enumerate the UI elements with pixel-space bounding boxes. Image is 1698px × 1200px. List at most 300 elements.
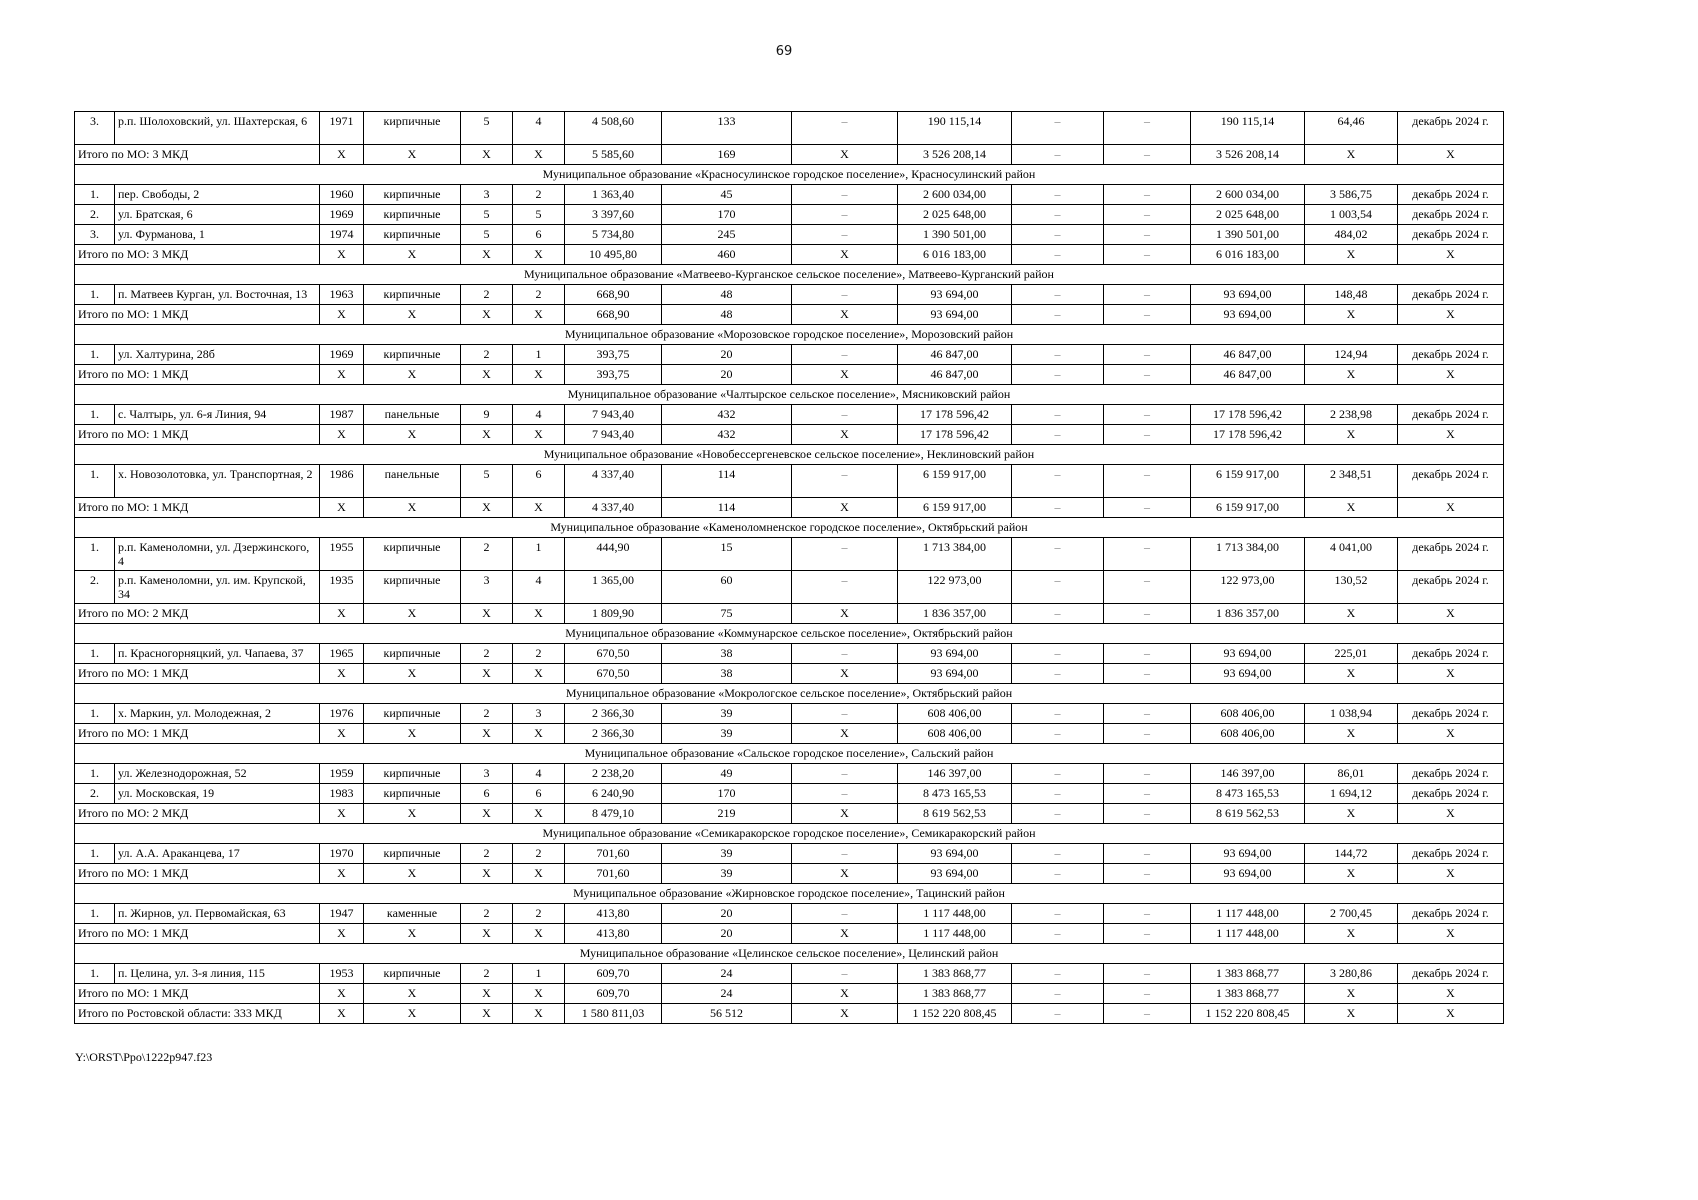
row-number: 1. xyxy=(75,285,115,305)
table-cell: 2 025 648,00 xyxy=(898,205,1012,225)
table-cell: декабрь 2024 г. xyxy=(1398,784,1504,804)
file-path: Y:\ORST\Ppo\1222p947.f23 xyxy=(75,1050,213,1064)
table-cell: X xyxy=(513,864,565,884)
table-cell: декабрь 2024 г. xyxy=(1398,904,1504,924)
municipality-title: Муниципальное образование «Морозовское городское поселение», Морозовский район xyxy=(75,325,1504,345)
table-cell: 2 xyxy=(461,538,513,571)
table-cell: 6 240,90 xyxy=(565,784,662,804)
table-cell: 8 619 562,53 xyxy=(1191,804,1305,824)
table-cell: 5 xyxy=(513,205,565,225)
municipality-title: Муниципальное образование «Мокрологское сельское поселение», Октябрьский район xyxy=(75,684,1504,704)
table-cell: X xyxy=(792,145,898,165)
row-number: 1. xyxy=(75,764,115,784)
table-cell: 1 xyxy=(513,345,565,365)
housing-register-table xyxy=(74,111,1504,1024)
table-cell: 2 366,30 xyxy=(565,704,662,724)
address-cell: ул. Московская, 19 xyxy=(115,784,320,804)
table-cell: – xyxy=(1012,804,1104,824)
table-cell: X xyxy=(320,365,364,385)
table-cell: X xyxy=(1305,425,1398,445)
table-cell: 1986 xyxy=(320,465,364,498)
total-row xyxy=(75,365,1504,385)
table-cell: 2 xyxy=(461,844,513,864)
table-cell: X xyxy=(461,498,513,518)
table-cell: X xyxy=(320,984,364,1004)
table-cell: 5 xyxy=(461,225,513,245)
table-cell: 670,50 xyxy=(565,664,662,684)
section-header-row xyxy=(75,684,1504,704)
table-cell: X xyxy=(513,724,565,744)
table-cell: 6 xyxy=(461,784,513,804)
table-cell: – xyxy=(1012,924,1104,944)
table-cell: – xyxy=(1104,844,1191,864)
table-cell: X xyxy=(1305,864,1398,884)
table-cell: X xyxy=(1398,864,1504,884)
table-cell: 1 117 448,00 xyxy=(898,924,1012,944)
table-cell: 39 xyxy=(662,844,792,864)
table-cell: – xyxy=(1012,245,1104,265)
table-cell: 4 xyxy=(513,764,565,784)
municipality-title: Муниципальное образование «Семикаракорское городское поселение», Семикаракорский район xyxy=(75,824,1504,844)
table-cell: 608 406,00 xyxy=(1191,724,1305,744)
table-cell: – xyxy=(1012,844,1104,864)
table-cell: – xyxy=(1104,365,1191,385)
table-cell: – xyxy=(792,345,898,365)
table-cell: X xyxy=(1398,305,1504,325)
row-number: 1. xyxy=(75,345,115,365)
table-cell: X xyxy=(1398,804,1504,824)
table-cell: 1969 xyxy=(320,205,364,225)
table-cell: 608 406,00 xyxy=(898,724,1012,744)
total-row xyxy=(75,498,1504,518)
table-cell: 6 xyxy=(513,465,565,498)
table-cell: 124,94 xyxy=(1305,345,1398,365)
table-cell: 190 115,14 xyxy=(898,112,1012,145)
table-cell: 1983 xyxy=(320,784,364,804)
section-header-row xyxy=(75,385,1504,405)
total-label: Итого по МО: 3 МКД xyxy=(75,145,320,165)
table-cell: 48 xyxy=(662,285,792,305)
table-cell: декабрь 2024 г. xyxy=(1398,571,1504,604)
page-number: 69 xyxy=(775,44,793,59)
table-row xyxy=(75,205,1504,225)
table-cell: кирпичные xyxy=(364,644,461,664)
table-cell: кирпичные xyxy=(364,538,461,571)
table-cell: – xyxy=(1104,664,1191,684)
table-cell: X xyxy=(1398,425,1504,445)
table-cell: 38 xyxy=(662,664,792,684)
table-cell: X xyxy=(1398,1004,1504,1024)
table-cell: X xyxy=(792,864,898,884)
table-cell: 5 585,60 xyxy=(565,145,662,165)
table-cell: 93 694,00 xyxy=(1191,844,1305,864)
address-cell: п. Красногорняцкий, ул. Чапаева, 37 xyxy=(115,644,320,664)
table-cell: 48 xyxy=(662,305,792,325)
table-cell: декабрь 2024 г. xyxy=(1398,285,1504,305)
table-cell: X xyxy=(320,1004,364,1024)
total-row xyxy=(75,984,1504,1004)
table-cell: – xyxy=(1012,664,1104,684)
table-cell: X xyxy=(364,724,461,744)
table-cell: 46 847,00 xyxy=(1191,365,1305,385)
table-cell: 4 337,40 xyxy=(565,498,662,518)
table-cell: 15 xyxy=(662,538,792,571)
total-label: Итого по МО: 1 МКД xyxy=(75,365,320,385)
table-cell: X xyxy=(364,924,461,944)
table-cell: 5 xyxy=(461,205,513,225)
table-cell: – xyxy=(1012,498,1104,518)
table-cell: X xyxy=(513,984,565,1004)
table-cell: X xyxy=(461,604,513,624)
table-row xyxy=(75,285,1504,305)
table-cell: кирпичные xyxy=(364,844,461,864)
row-number: 3. xyxy=(75,225,115,245)
table-cell: 5 xyxy=(461,112,513,145)
table-cell: – xyxy=(1012,285,1104,305)
table-cell: – xyxy=(1104,185,1191,205)
table-cell: – xyxy=(1104,704,1191,724)
table-cell: 17 178 596,42 xyxy=(898,425,1012,445)
table-cell: 2 xyxy=(513,904,565,924)
table-cell: 432 xyxy=(662,405,792,425)
table-cell: – xyxy=(1104,305,1191,325)
table-cell: 4 xyxy=(513,112,565,145)
table-cell: 1 152 220 808,45 xyxy=(898,1004,1012,1024)
table-cell: декабрь 2024 г. xyxy=(1398,185,1504,205)
table-cell: декабрь 2024 г. xyxy=(1398,644,1504,664)
table-cell: 46 847,00 xyxy=(898,345,1012,365)
table-cell: X xyxy=(1398,924,1504,944)
table-row xyxy=(75,764,1504,784)
address-cell: ул. А.А. Араканцева, 17 xyxy=(115,844,320,864)
table-cell: – xyxy=(1012,225,1104,245)
table-cell: – xyxy=(1104,145,1191,165)
table-cell: X xyxy=(1398,984,1504,1004)
table-cell: – xyxy=(792,205,898,225)
row-number: 3. xyxy=(75,112,115,145)
table-cell: 1 038,94 xyxy=(1305,704,1398,724)
table-cell: – xyxy=(1012,724,1104,744)
section-header-row xyxy=(75,518,1504,538)
total-row xyxy=(75,604,1504,624)
table-cell: 1965 xyxy=(320,644,364,664)
table-cell: 130,52 xyxy=(1305,571,1398,604)
table-cell: – xyxy=(1012,365,1104,385)
table-cell: X xyxy=(513,664,565,684)
total-label: Итого по Ростовской области: 333 МКД xyxy=(75,1004,320,1024)
table-cell: 122 973,00 xyxy=(898,571,1012,604)
table-cell: 608 406,00 xyxy=(1191,704,1305,724)
table-cell: 5 734,80 xyxy=(565,225,662,245)
table-cell: кирпичные xyxy=(364,964,461,984)
table-cell: 3 xyxy=(461,571,513,604)
table-cell: X xyxy=(461,664,513,684)
table-cell: 1963 xyxy=(320,285,364,305)
table-cell: – xyxy=(792,285,898,305)
table-row xyxy=(75,405,1504,425)
table-cell: X xyxy=(320,145,364,165)
table-cell: – xyxy=(1012,112,1104,145)
table-cell: 93 694,00 xyxy=(898,864,1012,884)
table-cell: X xyxy=(513,305,565,325)
table-cell: – xyxy=(792,112,898,145)
table-cell: панельные xyxy=(364,405,461,425)
table-cell: 144,72 xyxy=(1305,844,1398,864)
table-cell: 146 397,00 xyxy=(1191,764,1305,784)
table-cell: X xyxy=(461,145,513,165)
table-cell: 1 836 357,00 xyxy=(1191,604,1305,624)
total-label: Итого по МО: 1 МКД xyxy=(75,425,320,445)
table-cell: 1 836 357,00 xyxy=(898,604,1012,624)
table-cell: 20 xyxy=(662,924,792,944)
table-cell: 432 xyxy=(662,425,792,445)
table-cell: 668,90 xyxy=(565,305,662,325)
table-cell: 7 943,40 xyxy=(565,405,662,425)
table-cell: – xyxy=(1012,405,1104,425)
table-cell: 93 694,00 xyxy=(898,644,1012,664)
table-cell: X xyxy=(792,724,898,744)
table-cell: – xyxy=(1012,538,1104,571)
table-cell: – xyxy=(1104,245,1191,265)
table-cell: 24 xyxy=(662,984,792,1004)
table-cell: кирпичные xyxy=(364,764,461,784)
table-cell: 1 365,00 xyxy=(565,571,662,604)
address-cell: ул. Железнодорожная, 52 xyxy=(115,764,320,784)
table-cell: 1 713 384,00 xyxy=(898,538,1012,571)
table-cell: 1 383 868,77 xyxy=(898,984,1012,1004)
table-cell: 4 041,00 xyxy=(1305,538,1398,571)
table-cell: X xyxy=(1398,724,1504,744)
table-cell: 75 xyxy=(662,604,792,624)
table-cell: – xyxy=(1104,764,1191,784)
table-cell: декабрь 2024 г. xyxy=(1398,405,1504,425)
table-cell: 1987 xyxy=(320,405,364,425)
section-header-row xyxy=(75,944,1504,964)
table-cell: 1 383 868,77 xyxy=(1191,964,1305,984)
table-cell: X xyxy=(461,804,513,824)
table-cell: 219 xyxy=(662,804,792,824)
table-cell: 93 694,00 xyxy=(1191,664,1305,684)
table-cell: – xyxy=(1104,425,1191,445)
address-cell: п. Матвеев Курган, ул. Восточная, 13 xyxy=(115,285,320,305)
table-cell: 2 xyxy=(461,904,513,924)
table-cell: 24 xyxy=(662,964,792,984)
table-cell: 93 694,00 xyxy=(898,664,1012,684)
table-cell: – xyxy=(1012,1004,1104,1024)
table-cell: X xyxy=(461,365,513,385)
municipality-title: Муниципальное образование «Жирновское городское поселение», Тацинский район xyxy=(75,884,1504,904)
row-number: 1. xyxy=(75,704,115,724)
table-row xyxy=(75,964,1504,984)
table-cell: 2 700,45 xyxy=(1305,904,1398,924)
table-row xyxy=(75,784,1504,804)
table-cell: X xyxy=(320,804,364,824)
table-cell: X xyxy=(1398,245,1504,265)
table-cell: X xyxy=(364,425,461,445)
total-label: Итого по МО: 2 МКД xyxy=(75,604,320,624)
address-cell: р.п. Шолоховский, ул. Шахтерская, 6 xyxy=(115,112,320,145)
section-header-row xyxy=(75,165,1504,185)
table-cell: – xyxy=(1104,984,1191,1004)
table-cell: 45 xyxy=(662,185,792,205)
table-cell: X xyxy=(364,498,461,518)
address-cell: х. Маркин, ул. Молодежная, 2 xyxy=(115,704,320,724)
total-row xyxy=(75,425,1504,445)
table-cell: 1 390 501,00 xyxy=(898,225,1012,245)
table-cell: – xyxy=(1012,571,1104,604)
table-cell: 1 694,12 xyxy=(1305,784,1398,804)
table-cell: 1976 xyxy=(320,704,364,724)
table-cell: декабрь 2024 г. xyxy=(1398,345,1504,365)
table-cell: 20 xyxy=(662,365,792,385)
table-cell: 1969 xyxy=(320,345,364,365)
table-cell: X xyxy=(461,984,513,1004)
table-cell: – xyxy=(1012,425,1104,445)
table-cell: 670,50 xyxy=(565,644,662,664)
table-body xyxy=(75,112,1504,1024)
table-cell: X xyxy=(513,924,565,944)
table-cell: кирпичные xyxy=(364,285,461,305)
table-cell: X xyxy=(513,425,565,445)
table-cell: X xyxy=(1305,145,1398,165)
table-cell: 225,01 xyxy=(1305,644,1398,664)
table-cell: – xyxy=(1012,964,1104,984)
address-cell: с. Чалтырь, ул. 6-я Линия, 94 xyxy=(115,405,320,425)
table-cell: X xyxy=(1305,984,1398,1004)
table-cell: декабрь 2024 г. xyxy=(1398,704,1504,724)
table-cell: – xyxy=(1012,904,1104,924)
table-cell: 1970 xyxy=(320,844,364,864)
table-cell: кирпичные xyxy=(364,345,461,365)
table-row xyxy=(75,904,1504,924)
total-row xyxy=(75,804,1504,824)
municipality-title: Муниципальное образование «Каменоломненское городское поселение», Октябрьский район xyxy=(75,518,1504,538)
table-cell: 20 xyxy=(662,904,792,924)
table-cell: – xyxy=(1104,804,1191,824)
table-cell: X xyxy=(513,365,565,385)
table-cell: 1959 xyxy=(320,764,364,784)
table-cell: кирпичные xyxy=(364,205,461,225)
table-cell: 2 238,20 xyxy=(565,764,662,784)
table-cell: 170 xyxy=(662,205,792,225)
table-cell: декабрь 2024 г. xyxy=(1398,225,1504,245)
table-cell: X xyxy=(320,664,364,684)
table-row xyxy=(75,225,1504,245)
table-cell: 1 xyxy=(513,964,565,984)
table-cell: – xyxy=(1012,764,1104,784)
table-cell: 39 xyxy=(662,864,792,884)
address-cell: ул. Фурманова, 1 xyxy=(115,225,320,245)
table-cell: X xyxy=(364,604,461,624)
total-label: Итого по МО: 1 МКД xyxy=(75,305,320,325)
table-cell: 6 159 917,00 xyxy=(1191,498,1305,518)
table-cell: 1971 xyxy=(320,112,364,145)
table-cell: 2 366,30 xyxy=(565,724,662,744)
table-cell: декабрь 2024 г. xyxy=(1398,465,1504,498)
table-cell: 46 847,00 xyxy=(898,365,1012,385)
table-row xyxy=(75,185,1504,205)
table-cell: 93 694,00 xyxy=(1191,644,1305,664)
table-cell: 39 xyxy=(662,724,792,744)
table-cell: – xyxy=(1104,285,1191,305)
table-cell: X xyxy=(320,305,364,325)
municipality-title: Муниципальное образование «Целинское сельское поселение», Целинский район xyxy=(75,944,1504,964)
table-cell: – xyxy=(1104,644,1191,664)
table-cell: X xyxy=(364,1004,461,1024)
table-cell: – xyxy=(792,704,898,724)
table-cell: 9 xyxy=(461,405,513,425)
address-cell: пер. Свободы, 2 xyxy=(115,185,320,205)
table-cell: 17 178 596,42 xyxy=(1191,405,1305,425)
table-cell: декабрь 2024 г. xyxy=(1398,112,1504,145)
table-cell: – xyxy=(1104,604,1191,624)
table-cell: 2 xyxy=(513,285,565,305)
table-cell: 133 xyxy=(662,112,792,145)
table-cell: – xyxy=(792,644,898,664)
table-cell: – xyxy=(792,964,898,984)
table-row xyxy=(75,644,1504,664)
table-cell: 1 713 384,00 xyxy=(1191,538,1305,571)
table-cell: – xyxy=(1104,571,1191,604)
table-cell: кирпичные xyxy=(364,112,461,145)
table-cell: – xyxy=(1104,225,1191,245)
row-number: 1. xyxy=(75,964,115,984)
table-cell: – xyxy=(1104,498,1191,518)
table-cell: – xyxy=(1104,924,1191,944)
section-header-row xyxy=(75,884,1504,904)
row-number: 1. xyxy=(75,405,115,425)
table-cell: X xyxy=(320,425,364,445)
municipality-title: Муниципальное образование «Новобессергеневское сельское поселение», Неклиновский район xyxy=(75,445,1504,465)
table-cell: X xyxy=(461,425,513,445)
total-row xyxy=(75,1004,1504,1024)
table-row xyxy=(75,112,1504,145)
table-cell: 122 973,00 xyxy=(1191,571,1305,604)
total-row xyxy=(75,724,1504,744)
table-cell: 1 117 448,00 xyxy=(898,904,1012,924)
table-cell: 6 016 183,00 xyxy=(898,245,1012,265)
section-header-row xyxy=(75,445,1504,465)
table-cell: X xyxy=(1305,1004,1398,1024)
table-cell: X xyxy=(1305,604,1398,624)
table-cell: кирпичные xyxy=(364,571,461,604)
table-cell: 8 473 165,53 xyxy=(898,784,1012,804)
table-cell: X xyxy=(461,1004,513,1024)
table-cell: X xyxy=(513,604,565,624)
table-cell: X xyxy=(461,724,513,744)
table-cell: 3 526 208,14 xyxy=(1191,145,1305,165)
table-cell: 245 xyxy=(662,225,792,245)
table-cell: X xyxy=(792,924,898,944)
table-cell: 1935 xyxy=(320,571,364,604)
table-cell: декабрь 2024 г. xyxy=(1398,538,1504,571)
table-cell: 4 508,60 xyxy=(565,112,662,145)
table-cell: X xyxy=(792,245,898,265)
table-cell: 60 xyxy=(662,571,792,604)
table-row xyxy=(75,538,1504,571)
total-row xyxy=(75,145,1504,165)
table-cell: 64,46 xyxy=(1305,112,1398,145)
total-label: Итого по МО: 1 МКД xyxy=(75,724,320,744)
table-cell: 170 xyxy=(662,784,792,804)
table-cell: – xyxy=(792,844,898,864)
table-cell: 1 xyxy=(513,538,565,571)
table-cell: 2 xyxy=(513,185,565,205)
total-row xyxy=(75,664,1504,684)
table-cell: 17 178 596,42 xyxy=(1191,425,1305,445)
total-label: Итого по МО: 1 МКД xyxy=(75,984,320,1004)
table-cell: X xyxy=(364,664,461,684)
